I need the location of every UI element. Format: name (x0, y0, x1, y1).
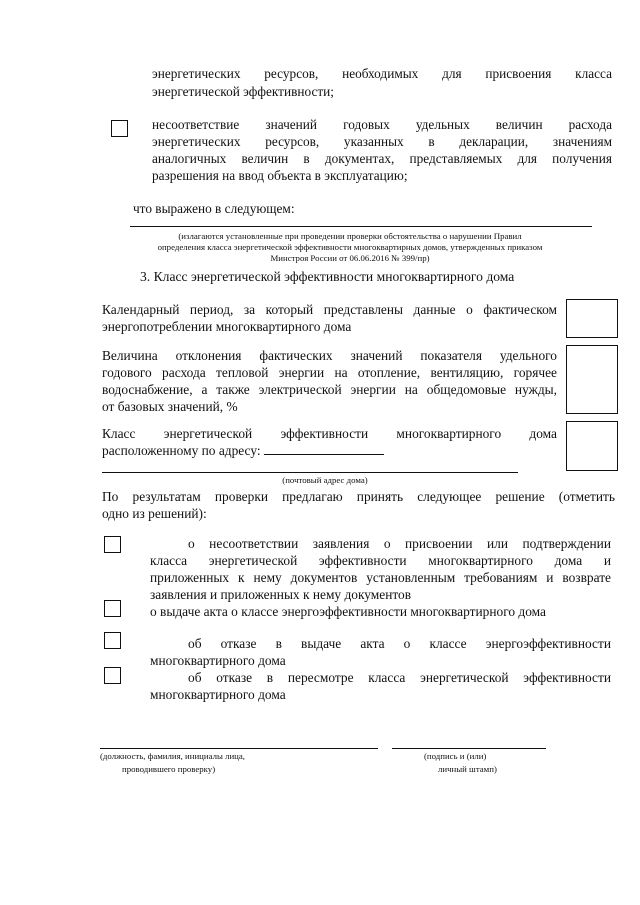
period-line-2: энергопотреблении многоквартирного дома (102, 319, 352, 334)
option-noncompliance-line-4: заявления и приложенных к нему документов (150, 587, 412, 602)
decision-intro-line-1: По результатам проверки предлагаю принять следующее решение (отметить (102, 489, 615, 504)
expressed-label: что выражено в следующем: (133, 201, 295, 216)
position-caption-text: проводившего проверку) (122, 764, 216, 774)
deviation-value-box[interactable] (566, 345, 618, 414)
option-refuse-act-line-2: многоквартирного дома (150, 653, 286, 668)
mismatch-line-4: разрешения на ввод объекта в эксплуатацию; (152, 168, 408, 183)
expressed-fill-line[interactable] (130, 226, 592, 227)
option-noncompliance-line-1: о несоответствии заявления о присвоении или подтверждении (188, 536, 611, 551)
mismatch-line-2: энергетических ресурсов, указанных в декларации, значениям (152, 134, 612, 149)
option-noncompliance-line-2: класса энергетической эффективности многоквартирного дома и (150, 553, 611, 568)
mismatch-line-1: несоответствие значений годовых удельных величин расхода (152, 117, 612, 132)
option-refuse-review-checkbox[interactable] (104, 667, 121, 684)
deviation-line-1: Величина отклонения фактических значений показателя удельного (102, 348, 557, 363)
note-line-1: (излагаются установленные при проведении проверки обстоятельства о нарушении Правил (178, 231, 522, 241)
option-issue-act-label: о выдаче акта о классе энергоэффективности многоквартирного дома (150, 604, 546, 619)
position-caption-line-1: (должность, фамилия, инициалы лица, (100, 751, 245, 761)
option-refuse-review-line-2: многоквартирного дома (150, 687, 286, 702)
deviation-line-2: годового расхода тепловой энергии на отопление, вентиляцию, горячее (102, 365, 557, 380)
resources-line-1: энергетических ресурсов, необходимых для присвоения класса (152, 66, 612, 81)
option-noncompliance-checkbox[interactable] (104, 536, 121, 553)
class-line-2 (102, 442, 557, 459)
option-noncompliance-line-3: приложенных к нему документов установленным требованиям и возврате (150, 570, 611, 585)
signature-caption-line-2: личный штамп) (438, 764, 497, 774)
class-line-1: Класс энергетической эффективности многоквартирного дома (102, 426, 557, 441)
mismatch-line-3: аналогичных величин в документах, представляемых для получения (152, 151, 612, 166)
resources-line-2: энергетической эффективности; (152, 84, 334, 99)
mismatch-checkbox[interactable] (111, 120, 128, 137)
address-fill-line[interactable] (102, 472, 518, 473)
class-address-label: расположенному по адресу: (102, 443, 261, 458)
signature-line[interactable] (392, 748, 546, 749)
deviation-line-3: водоснабжение, а также электрической энергии на общедомовые нужды, (102, 382, 557, 397)
note-line-2: определения класса энергетической эффективности многоквартирных домов, утвержденных приказом (157, 242, 543, 252)
period-value-box[interactable] (566, 299, 618, 338)
option-refuse-review-line-1: об отказе в пересмотре класса энергетической эффективности (188, 670, 611, 685)
address-caption: (почтовый адрес дома) (282, 475, 368, 485)
position-name-line[interactable] (100, 748, 378, 749)
option-issue-act-checkbox[interactable] (104, 600, 121, 617)
decision-intro-line-2: одно из решений): (102, 506, 207, 521)
section-3-title: 3. Класс энергетической эффективности многоквартирного дома (140, 269, 515, 284)
class-value-box[interactable] (566, 421, 618, 471)
deviation-line-4: от базовых значений, % (102, 399, 238, 414)
position-caption-line-2 (122, 764, 362, 775)
option-refuse-act-checkbox[interactable] (104, 632, 121, 649)
signature-caption-line-1: (подпись и (или) (424, 751, 487, 761)
note-line-3: Минстроя России от 06.06.2016 № 399/пр) (270, 253, 430, 263)
class-address-underline[interactable] (264, 442, 384, 455)
option-refuse-act-line-1: об отказе в выдаче акта о классе энергоэффективности (188, 636, 611, 651)
period-line-1: Календарный период, за который представлены данные о фактическом (102, 302, 557, 317)
